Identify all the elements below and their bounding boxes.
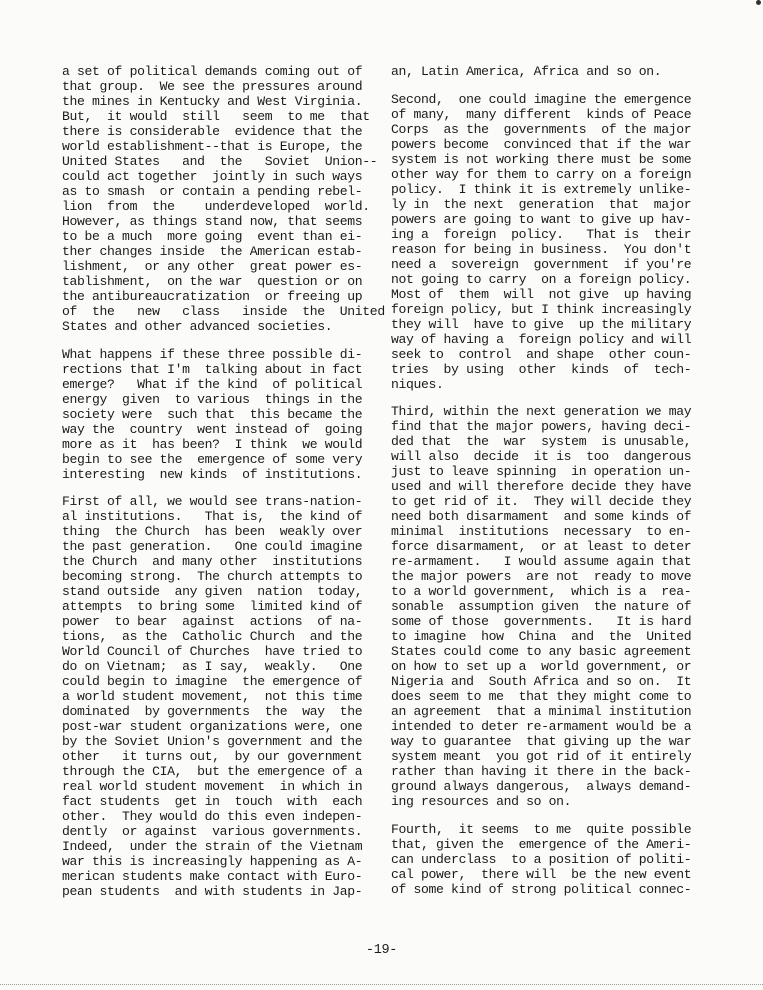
- text-line: to get rid of it. They will decide they: [391, 494, 692, 510]
- text-line: there is considerable evidence that the: [62, 124, 363, 139]
- text-line: will also decide it is too dangerous: [391, 449, 692, 465]
- text-line: fact students get in touch with each: [62, 794, 363, 810]
- text-line: lion from the underdeveloped world.: [62, 199, 370, 214]
- text-line: Most of them will not give up having: [391, 286, 692, 302]
- text-line: minimal institutions necessary to en-: [391, 524, 692, 540]
- text-line: the mines in Kentucky and West Virginia.: [62, 94, 363, 109]
- text-line: pean students and with students in Jap-: [62, 884, 363, 900]
- text-line: Indeed, under the strain of the Vietnam: [62, 839, 363, 855]
- text-line: tions, as the Catholic Church and the: [62, 629, 363, 645]
- text-line: United States and the Soviet Union--: [62, 154, 378, 169]
- paragraph: [62, 347, 385, 482]
- text-line: attempts to bring some limited kind of: [62, 599, 363, 615]
- text-line: force disarmament, or at least to deter: [391, 539, 692, 555]
- text-line: just to leave spinning in operation un-: [391, 464, 692, 480]
- text-line: other. They would do this even indepen-: [62, 809, 363, 825]
- text-line: energy given to various things in the: [62, 391, 363, 407]
- text-line: But, it would still seem to me that: [62, 109, 370, 124]
- text-line: Corps as the governments of the major: [391, 121, 692, 137]
- text-line: power to bear against actions of na-: [62, 614, 363, 630]
- text-line: policy. I think it is extremely unlike-: [391, 181, 692, 197]
- text-line: interesting new kinds of institutions.: [62, 466, 363, 482]
- text-line: Second, one could imagine the emergence: [391, 91, 692, 107]
- text-line: niques.: [391, 376, 444, 392]
- text-line: Nigeria and South Africa and so on. It: [391, 674, 692, 690]
- text-line: Third, within the next generation we may: [391, 404, 692, 420]
- text-line: the Church and many other institutions: [62, 554, 363, 570]
- text-line: ing resources and so on.: [391, 794, 572, 810]
- text-line: cal power, there will be the new event: [391, 866, 692, 882]
- bottom-rule: [0, 984, 763, 985]
- paragraph: [391, 822, 691, 897]
- paragraph: [62, 64, 385, 334]
- text-line: World Council of Churches have tried to: [62, 644, 363, 660]
- text-line: States and other advanced societies.: [62, 319, 333, 334]
- text-line: to imagine how China and the United: [391, 629, 692, 645]
- text-line: system is not working there must be some: [391, 151, 692, 167]
- text-line: a world student movement, not this time: [62, 689, 363, 705]
- text-line: need both disarmament and some kinds of: [391, 509, 692, 525]
- text-line: becoming strong. The church attempts to: [62, 569, 363, 585]
- scan-speck: [756, 0, 761, 5]
- text-line: ing a foreign policy. That is their: [391, 226, 692, 242]
- text-line: ground always dangerous, always demand-: [391, 779, 692, 795]
- left-column: [62, 64, 385, 912]
- text-line: the past generation. One could imagine: [62, 539, 363, 555]
- text-line: some of those governments. It is hard: [391, 614, 692, 630]
- text-line: does seem to me that they might come to: [391, 689, 692, 705]
- text-line: dominated by governments the way the: [62, 704, 363, 720]
- text-line: dently or against various governments.: [62, 824, 363, 840]
- text-line: post-war student organizations were, one: [62, 719, 363, 735]
- text-line: to be a much more going event than ei-: [62, 229, 363, 244]
- text-line: re-armament. I would assume again that: [391, 554, 692, 570]
- text-line: What happens if these three possible di-: [62, 346, 363, 362]
- right-column: [391, 64, 691, 909]
- text-line: sonable assumption given the nature of: [391, 599, 692, 615]
- text-line: they will have to give up the military: [391, 316, 692, 332]
- text-line: find that the major powers, having deci-: [391, 419, 692, 435]
- text-line: of some kind of strong political connec-: [391, 881, 692, 897]
- text-line: First of all, we would see trans-nation-: [62, 494, 363, 510]
- text-line: powers become convinced that if the war: [391, 136, 692, 152]
- page-number: -19-: [365, 943, 398, 958]
- text-line: al institutions. That is, the kind of: [62, 509, 363, 525]
- text-line: society were such that this became the: [62, 406, 363, 422]
- text-line: could begin to imagine the emergence of: [62, 674, 363, 690]
- text-line: can underclass to a position of politi-: [391, 851, 692, 867]
- text-line: foreign policy, but I think increasingly: [391, 301, 692, 317]
- text-line: rather than having it there in the back-: [391, 764, 692, 780]
- text-line: other way for them to carry on a foreign: [391, 166, 692, 182]
- text-line: thing the Church has been weakly over: [62, 524, 363, 540]
- text-line: merican students make contact with Euro-: [62, 869, 363, 885]
- text-line: through the CIA, but the emergence of a: [62, 764, 363, 780]
- text-line: more as it has been? I think we would: [62, 436, 363, 452]
- text-line: not going to carry on a foreign policy.: [391, 271, 692, 287]
- text-line: an agreement that a minimal institution: [391, 704, 692, 720]
- paragraph: [391, 92, 691, 392]
- text-line: emerge? What if the kind of political: [62, 376, 363, 392]
- text-line: the major powers are not ready to move: [391, 569, 692, 585]
- text-line: need a sovereign government if you're: [391, 256, 692, 272]
- text-line: ded that the war system is unusable,: [391, 434, 692, 450]
- text-line: ly in the next generation that major: [391, 196, 692, 212]
- text-line: Fourth, it seems to me quite possible: [391, 821, 692, 837]
- text-line: system meant you got rid of it entirely: [391, 749, 692, 765]
- text-line: to a world government, which is a rea-: [391, 584, 692, 600]
- text-line: could act together jointly in such ways: [62, 169, 363, 184]
- text-line: stand outside any given nation today,: [62, 584, 363, 600]
- text-line: real world student movement in which in: [62, 779, 363, 795]
- text-line: the antibureaucratization or freeing up: [62, 289, 363, 304]
- text-line: that, given the emergence of the Ameri-: [391, 836, 692, 852]
- text-line: rections that I'm talking about in fact: [62, 361, 363, 377]
- text-line: tablishment, on the war question or on: [62, 274, 363, 289]
- text-line: used and will therefore decide they have: [391, 479, 692, 495]
- paragraph: [62, 494, 385, 899]
- text-line: begin to see the emergence of some very: [62, 451, 363, 467]
- text-line: that group. We see the pressures around: [62, 79, 363, 94]
- text-line: intended to deter re-armament would be a: [391, 719, 692, 735]
- text-line: on how to set up a world government, or: [391, 659, 692, 675]
- text-line: of the new class inside the United: [62, 304, 385, 319]
- text-line: way the country went instead of going: [62, 421, 363, 437]
- text-line: States could come to any basic agreement: [391, 644, 692, 660]
- text-line: of many, many different kinds of Peace: [391, 106, 692, 122]
- text-line: other it turns out, by our government: [62, 749, 363, 765]
- text-line: reason for being in business. You don't: [391, 241, 692, 257]
- text-line: seek to control and shape other coun-: [391, 346, 692, 362]
- text-line: powers are going to want to give up hav-: [391, 211, 692, 227]
- text-line: tries by using other kinds of tech-: [391, 361, 692, 377]
- text-line: way of having a foreign policy and will: [391, 331, 692, 347]
- text-line: a set of political demands coming out of: [62, 64, 363, 79]
- text-line: as to smash or contain a pending rebel-: [62, 184, 363, 199]
- text-line: by the Soviet Union's government and the: [62, 734, 363, 750]
- text-line: lishment, or any other great power es-: [62, 259, 363, 274]
- text-line: do on Vietnam; as I say, weakly. One: [62, 659, 363, 675]
- paragraph: [391, 404, 691, 809]
- text-line: However, as things stand now, that seems: [62, 214, 363, 229]
- text-line: way to guarantee that giving up the war: [391, 734, 692, 750]
- text-line: an, Latin America, Africa and so on.: [391, 64, 662, 79]
- paragraph: [391, 64, 691, 79]
- text-line: world establishment--that is Europe, the: [62, 139, 363, 154]
- text-line: ther changes inside the American estab-: [62, 244, 363, 259]
- text-line: war this is increasingly happening as A-: [62, 854, 363, 870]
